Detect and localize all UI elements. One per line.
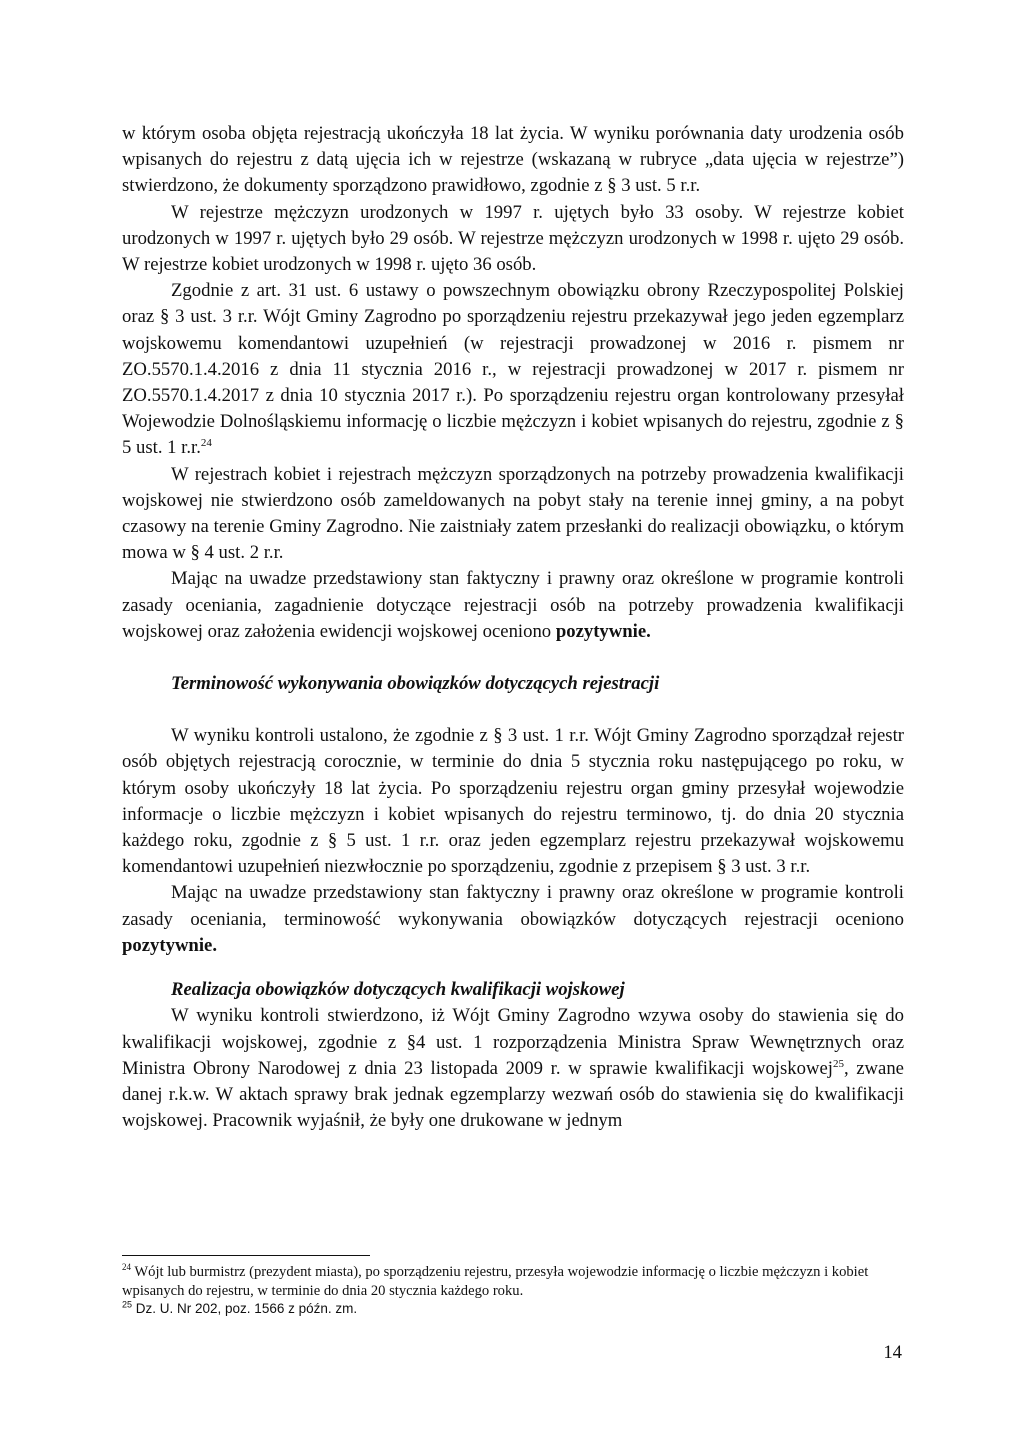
footnote <box>122 1263 904 1300</box>
paragraph <box>122 1003 904 1134</box>
paragraph-text: Zgodnie z art. 31 ust. 6 ustawy o powszechnym obowiązku obrony Rzeczypospolitej Polskiej oraz § 3 ust. 3 r.r. Wójt Gminy Zagrodno po sporządzeniu rejestru przekazywał jego jeden egzemplarz wojskowemu komendantowi uzupełnień (w rejestracji prowadzonej w 2016 r. pismem nr ZO.5570.1.4.2016 z dnia 11 stycznia 2016 r., w rejestracji prowadzonej w 2017 r. pismem nr ZO.5570.1.4.2017 z dnia 10 stycznia 2017 r.). Po sporządzeniu rejestru organ kontrolowany przesyłał Wojewodzie Dolnośląskiemu informację o liczbie mężczyzn i kobiet wpisanych do rejestru, zgodnie z § 5 ust. 1 r.r. <box>122 280 904 459</box>
footnote-separator <box>122 1255 370 1256</box>
paragraph <box>122 278 904 461</box>
assessment-result: pozytywnie. <box>555 620 651 642</box>
page-number: 14 <box>883 1342 902 1363</box>
paragraph: W rejestrach kobiet i rejestrach mężczyzn sporządzonych na potrzeby prowadzenia kwalifikacji wojskowej nie stwierdzono osób zameldowanych na pobyt stały na terenie innej gminy, a na pobyt czasowy na terenie Gminy Zagrodno. Nie zaistniały zatem przesłanki do realizacji obowiązku, o którym mowa w § 4 ust. 2 r.r. <box>122 463 904 564</box>
paragraph-text: Mając na uwadze przedstawiony stan faktyczny i prawny oraz określone w programie kontroli zasady oceniania, terminowość wykonywania obowiązków dotyczących rejestracji oceniono <box>122 882 904 930</box>
footnotes <box>122 1263 904 1319</box>
spacer <box>122 697 904 723</box>
footnote <box>122 1300 904 1319</box>
paragraph <box>122 880 904 959</box>
paragraph: W rejestrze mężczyzn urodzonych w 1997 r. ujętych było 33 osoby. W rejestrze kobiet urodzonych w 1997 r. ujętych było 29 osób. W rejestrze mężczyzn urodzonych w 1998 r. ujęto 29 osób. W rejestrze kobiet urodzonych w 1998 r. ujęto 36 osób. <box>122 201 904 276</box>
assessment-result: pozytywnie. <box>122 934 217 956</box>
paragraph <box>122 566 904 645</box>
body-text <box>122 121 904 1134</box>
spacer <box>122 959 904 977</box>
spacer <box>122 645 904 671</box>
footnote-text: Wójt lub burmistrz (prezydent miasta), po sporządzeniu rejestru, przesyła wojewodzie informację o liczbie mężczyzn i kobiet wpisanych do rejestru, w terminie do dnia 20 stycznia każdego roku. <box>122 1264 869 1299</box>
paragraph-text: , zwane danej r.k.w. W aktach sprawy brak jednak egzemplarzy wezwań osób do stawienia się do kwalifikacji wojskowej. Pracownik wyjaśnił, że były one drukowane w jednym <box>122 1057 904 1132</box>
paragraph-text: Mając na uwadze przedstawiony stan faktyczny i prawny oraz określone w programie kontroli zasady oceniania, zagadnienie dotyczące rejestracji osób na potrzeby prowadzenia kwalifikacji wojskowej oraz założenia ewidencji wojskowej oceniono <box>122 568 904 642</box>
footnote-ref[interactable]: 25 <box>832 1057 844 1070</box>
section-heading: Realizacja obowiązków dotyczących kwalifikacji wojskowej <box>171 979 625 1001</box>
footnote-number: 25 <box>122 1299 133 1310</box>
paragraph: W wyniku kontroli ustalono, że zgodnie z § 3 ust. 1 r.r. Wójt Gminy Zagrodno sporządzał rejestr osób objętych rejestracją corocznie, w terminie do dnia 5 stycznia roku następującego po roku, w którym osoby ukończyły 18 lat życia. Po sporządzeniu rejestru organ gminy przesyłał wojewodzie informacje o liczbie mężczyzn i kobiet wpisanych do rejestru terminowo, tj. do dnia 20 stycznia każdego roku, zgodnie z § 5 ust. 1 r.r. oraz jeden egzemplarz rejestru przekazywał wojskowemu komendantowi uzupełnień niezwłocznie po sporządzeniu, zgodnie z przepisem § 3 ust. 3 r.r. <box>122 725 904 878</box>
footnote-ref[interactable]: 24 <box>200 437 212 450</box>
footnote-number: 24 <box>122 1262 131 1273</box>
section-heading: Terminowość wykonywania obowiązków dotyczących rejestracji <box>171 673 660 695</box>
footnote-text: Dz. U. Nr 202, poz. 1566 z późn. zm. <box>132 1301 358 1316</box>
paragraph: w którym osoba objęta rejestracją ukończyła 18 lat życia. W wyniku porównania daty urodzenia osób wpisanych do rejestru z datą ujęcia ich w rejestrze (wskazaną w rubryce „data ujęcia w rejestrze”) stwierdzono, że dokumenty sporządzono prawidłowo, zgodnie z § 3 ust. 5 r.r. <box>122 123 904 197</box>
paragraph-text: W wyniku kontroli stwierdzono, iż Wójt Gminy Zagrodno wzywa osoby do stawienia się do kwalifikacji wojskowej, zgodnie z §4 ust. 1 rozporządzenia Ministra Spraw Wewnętrznych oraz Ministra Obrony Narodowej z dnia 23 listopada 2009 r. w sprawie kwalifikacji wojskowej <box>122 1005 904 1079</box>
